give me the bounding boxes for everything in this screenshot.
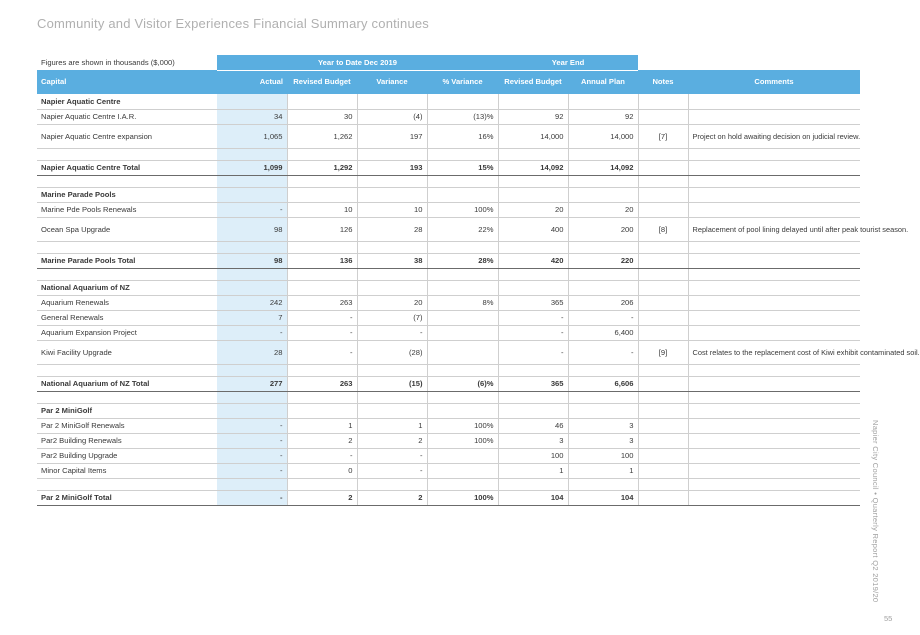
cell-comments [688,478,860,490]
total-row [37,160,860,175]
cell-ye-revised-budget: 14,092 [498,160,568,175]
cell-ye-revised-budget: 3 [498,433,568,448]
table-row [37,325,860,340]
cell-ye-revised-budget: 1 [498,463,568,478]
cell-annual-plan: 92 [568,109,638,124]
col-actual: Actual [217,70,287,94]
cell-variance: (15) [357,376,427,391]
cell-revised-budget [287,478,357,490]
section-row [37,280,860,295]
cell-capital: Napier Aquatic Centre Total [37,160,217,175]
cell-notes [638,403,688,418]
cell-ye-revised-budget [498,280,568,295]
cell-annual-plan: - [568,340,638,364]
cell-comments [688,463,860,478]
cell-actual: - [217,202,287,217]
cell-ye-revised-budget [498,364,568,376]
cell-annual-plan: 14,092 [568,160,638,175]
year-end-header: Year End [498,55,638,70]
cell-comments: Project on hold awaiting decision on judicial review. [688,124,860,148]
section-title: Napier Aquatic Centre [37,94,217,109]
cell-annual-plan [568,268,638,280]
cell-annual-plan: 220 [568,253,638,268]
table-row [37,217,860,241]
cell-actual [217,403,287,418]
col-ye-revised-budget: Revised Budget [498,70,568,94]
cell-ye-revised-budget [498,241,568,253]
cell-pct-variance: 22% [427,217,498,241]
cell-variance [357,241,427,253]
cell-comments [688,376,860,391]
cell-actual [217,478,287,490]
cell-variance [357,391,427,403]
cell-capital [37,478,217,490]
cell-comments [688,448,860,463]
cell-ye-revised-budget: 92 [498,109,568,124]
cell-actual [217,94,287,109]
cell-variance: 10 [357,202,427,217]
spacer-row [37,148,860,160]
cell-capital: Aquarium Expansion Project [37,325,217,340]
cell-variance [357,148,427,160]
cell-revised-budget [287,364,357,376]
cell-capital: Marine Parade Pools Total [37,253,217,268]
cell-comments [688,202,860,217]
cell-pct-variance [427,148,498,160]
cell-actual [217,148,287,160]
total-row [37,376,860,391]
cell-variance: 2 [357,433,427,448]
cell-actual: 1,065 [217,124,287,148]
cell-annual-plan: 200 [568,217,638,241]
table-row [37,448,860,463]
group-header-row [37,55,860,70]
table-row [37,340,860,364]
cell-actual [217,187,287,202]
spacer-row [37,364,860,376]
cell-pct-variance [427,448,498,463]
cell-ye-revised-budget [498,187,568,202]
cell-pct-variance: 15% [427,160,498,175]
cell-notes [638,310,688,325]
cell-pct-variance [427,310,498,325]
cell-revised-budget: 30 [287,109,357,124]
cell-comments [688,280,860,295]
cell-capital: Par 2 MiniGolf Total [37,490,217,505]
cell-annual-plan: 6,606 [568,376,638,391]
cell-annual-plan: 14,000 [568,124,638,148]
cell-variance [357,364,427,376]
column-header-row [37,70,860,94]
cell-actual: - [217,463,287,478]
cell-comments [688,418,860,433]
cell-revised-budget [287,148,357,160]
cell-notes [638,376,688,391]
cell-notes: [7] [638,124,688,148]
cell-variance: - [357,325,427,340]
section-title: Marine Parade Pools [37,187,217,202]
cell-actual: 98 [217,217,287,241]
cell-revised-budget: 126 [287,217,357,241]
cell-notes [638,325,688,340]
cell-ye-revised-budget: 46 [498,418,568,433]
cell-annual-plan [568,280,638,295]
cell-capital: General Renewals [37,310,217,325]
cell-comments [688,109,860,124]
cell-pct-variance [427,340,498,364]
capital-summary-table [37,55,920,506]
cell-variance: (4) [357,109,427,124]
cell-pct-variance [427,403,498,418]
cell-notes [638,148,688,160]
cell-notes: [9] [638,340,688,364]
cell-ye-revised-budget: 365 [498,295,568,310]
cell-capital [37,268,217,280]
side-caption: Napier City Council • Quarterly Report Q2 2019/20 [871,420,880,603]
total-row [37,490,860,505]
table-row [37,433,860,448]
cell-variance: 1 [357,418,427,433]
col-revised-budget: Revised Budget [287,70,357,94]
table-row [37,202,860,217]
cell-comments [688,187,860,202]
cell-actual: 7 [217,310,287,325]
section-row [37,187,860,202]
cell-pct-variance: 100% [427,202,498,217]
cell-actual: - [217,448,287,463]
cell-capital: Marine Pde Pools Renewals [37,202,217,217]
cell-pct-variance: 100% [427,418,498,433]
cell-pct-variance [427,94,498,109]
table-body [37,94,920,505]
cell-pct-variance: 8% [427,295,498,310]
cell-revised-budget [287,268,357,280]
cell-ye-revised-budget [498,478,568,490]
cell-revised-budget: 1,292 [287,160,357,175]
cell-pct-variance: 100% [427,490,498,505]
cell-pct-variance [427,268,498,280]
cell-variance: - [357,448,427,463]
cell-comments [688,403,860,418]
cell-variance [357,187,427,202]
table-row [37,310,860,325]
cell-comments [688,241,860,253]
cell-ye-revised-budget: 104 [498,490,568,505]
table-row [37,463,860,478]
cell-notes [638,268,688,280]
cell-actual [217,280,287,295]
cell-revised-budget [287,391,357,403]
cell-pct-variance [427,391,498,403]
cell-variance [357,94,427,109]
cell-annual-plan: 100 [568,448,638,463]
cell-variance: - [357,463,427,478]
cell-revised-budget [287,241,357,253]
cell-pct-variance: (6)% [427,376,498,391]
cell-ye-revised-budget [498,403,568,418]
section-title: Par 2 MiniGolf [37,403,217,418]
cell-comments [688,391,860,403]
cell-pct-variance: (13)% [427,109,498,124]
cell-ye-revised-budget [498,268,568,280]
cell-revised-budget [287,175,357,187]
cell-notes [638,433,688,448]
cell-notes [638,94,688,109]
cell-annual-plan [568,403,638,418]
cell-actual [217,364,287,376]
page-title: Community and Visitor Experiences Financial Summary continues [37,16,430,31]
cell-actual [217,175,287,187]
cell-revised-budget [287,280,357,295]
cell-annual-plan: 206 [568,295,638,310]
cell-revised-budget: 263 [287,295,357,310]
cell-revised-budget: 1,262 [287,124,357,148]
cell-actual [217,268,287,280]
cell-revised-budget: - [287,340,357,364]
cell-revised-budget: 136 [287,253,357,268]
cell-comments [688,310,860,325]
cell-revised-budget: - [287,448,357,463]
cell-ye-revised-budget: - [498,325,568,340]
cell-revised-budget: 10 [287,202,357,217]
cell-annual-plan: 3 [568,433,638,448]
cell-notes [638,463,688,478]
cell-pct-variance [427,175,498,187]
table-row [37,124,860,148]
page-number: 55 [884,614,893,623]
cell-notes [638,364,688,376]
cell-capital [37,148,217,160]
spacer-row [37,391,860,403]
cell-ye-revised-budget [498,391,568,403]
cell-notes [638,448,688,463]
cell-variance [357,280,427,295]
col-annual-plan: Annual Plan [568,70,638,94]
cell-capital: Par 2 MiniGolf Renewals [37,418,217,433]
cell-annual-plan: 1 [568,463,638,478]
cell-actual [217,241,287,253]
cell-revised-budget: 1 [287,418,357,433]
cell-notes [638,253,688,268]
cell-variance: 28 [357,217,427,241]
section-row [37,94,860,109]
cell-annual-plan [568,187,638,202]
cell-comments [688,490,860,505]
cell-capital: Minor Capital Items [37,463,217,478]
cell-pct-variance [427,241,498,253]
cell-annual-plan: 6,400 [568,325,638,340]
cell-pct-variance [427,325,498,340]
cell-variance [357,268,427,280]
table-row [37,109,860,124]
cell-revised-budget [287,403,357,418]
cell-notes [638,241,688,253]
spacer-row [37,478,860,490]
cell-comments [688,175,860,187]
cell-notes [638,478,688,490]
cell-capital [37,175,217,187]
cell-ye-revised-budget: - [498,340,568,364]
cell-annual-plan [568,364,638,376]
cell-pct-variance [427,187,498,202]
cell-annual-plan: 104 [568,490,638,505]
cell-actual: - [217,418,287,433]
cell-capital: Napier Aquatic Centre I.A.R. [37,109,217,124]
table-row [37,295,860,310]
cell-ye-revised-budget: 14,000 [498,124,568,148]
cell-revised-budget: - [287,310,357,325]
cell-ye-revised-budget: 400 [498,217,568,241]
cell-revised-budget: 0 [287,463,357,478]
cell-ye-revised-budget: 365 [498,376,568,391]
col-pct-variance: % Variance [427,70,498,94]
cell-actual: - [217,490,287,505]
cell-capital [37,364,217,376]
cell-variance [357,478,427,490]
cell-notes [638,109,688,124]
cell-capital [37,391,217,403]
ytd-header: Year to Date Dec 2019 [217,55,498,70]
cell-notes [638,175,688,187]
cell-notes [638,187,688,202]
cell-actual: 98 [217,253,287,268]
cell-comments [688,325,860,340]
spacer-row [37,268,860,280]
cell-pct-variance: 100% [427,433,498,448]
table-row [37,418,860,433]
cell-variance: 38 [357,253,427,268]
cell-actual: 277 [217,376,287,391]
cell-pct-variance [427,463,498,478]
cell-pct-variance [427,478,498,490]
cell-variance [357,403,427,418]
cell-comments [688,433,860,448]
col-variance: Variance [357,70,427,94]
cell-variance: (28) [357,340,427,364]
cell-notes [638,418,688,433]
cell-notes: [8] [638,217,688,241]
cell-revised-budget [287,94,357,109]
cell-notes [638,280,688,295]
cell-comments [688,295,860,310]
cell-comments [688,160,860,175]
section-row [37,403,860,418]
cell-ye-revised-budget: - [498,310,568,325]
spacer-row [37,175,860,187]
cell-annual-plan [568,241,638,253]
cell-annual-plan [568,94,638,109]
cell-actual: 242 [217,295,287,310]
cell-capital: Aquarium Renewals [37,295,217,310]
cell-annual-plan: - [568,310,638,325]
cell-comments [688,364,860,376]
cell-variance: 20 [357,295,427,310]
cell-capital: Par2 Building Upgrade [37,448,217,463]
cell-ye-revised-budget [498,148,568,160]
cell-annual-plan [568,391,638,403]
cell-ye-revised-budget [498,175,568,187]
cell-revised-budget: 2 [287,433,357,448]
cell-ye-revised-budget: 100 [498,448,568,463]
cell-revised-budget: 263 [287,376,357,391]
cell-annual-plan [568,175,638,187]
cell-capital [37,241,217,253]
cell-revised-budget: - [287,325,357,340]
cell-ye-revised-budget: 20 [498,202,568,217]
cell-actual: 28 [217,340,287,364]
col-comments: Comments [688,70,860,94]
cell-capital: Kiwi Facility Upgrade [37,340,217,364]
cell-actual: 34 [217,109,287,124]
cell-annual-plan: 20 [568,202,638,217]
spacer-row [37,241,860,253]
cell-annual-plan [568,148,638,160]
cell-ye-revised-budget [498,94,568,109]
figures-note: Figures are shown in thousands ($,000) [41,58,175,67]
cell-notes [638,202,688,217]
cell-pct-variance [427,364,498,376]
cell-variance: 2 [357,490,427,505]
col-capital: Capital [37,70,217,94]
cell-notes [638,295,688,310]
cell-comments: Cost relates to the replacement cost of Kiwi exhibit contaminated soil. [688,340,860,364]
section-title: National Aquarium of NZ [37,280,217,295]
cell-pct-variance [427,280,498,295]
cell-actual: 1,099 [217,160,287,175]
cell-revised-budget: 2 [287,490,357,505]
cell-notes [638,490,688,505]
cell-capital: National Aquarium of NZ Total [37,376,217,391]
cell-variance: (7) [357,310,427,325]
total-row [37,253,860,268]
cell-annual-plan: 3 [568,418,638,433]
cell-comments [688,94,860,109]
col-notes: Notes [638,70,688,94]
cell-comments [688,268,860,280]
cell-capital: Ocean Spa Upgrade [37,217,217,241]
cell-variance [357,175,427,187]
cell-capital: Par2 Building Renewals [37,433,217,448]
cell-notes [638,391,688,403]
blank-header [638,55,860,70]
cell-pct-variance: 28% [427,253,498,268]
cell-notes [638,160,688,175]
cell-capital: Napier Aquatic Centre expansion [37,124,217,148]
cell-ye-revised-budget: 420 [498,253,568,268]
cell-comments [688,253,860,268]
cell-actual [217,391,287,403]
cell-actual: - [217,433,287,448]
cell-comments: Replacement of pool lining delayed until after peak tourist season. [688,217,860,241]
cell-variance: 193 [357,160,427,175]
cell-actual: - [217,325,287,340]
cell-revised-budget [287,187,357,202]
cell-annual-plan [568,478,638,490]
cell-pct-variance: 16% [427,124,498,148]
cell-comments [688,148,860,160]
cell-variance: 197 [357,124,427,148]
